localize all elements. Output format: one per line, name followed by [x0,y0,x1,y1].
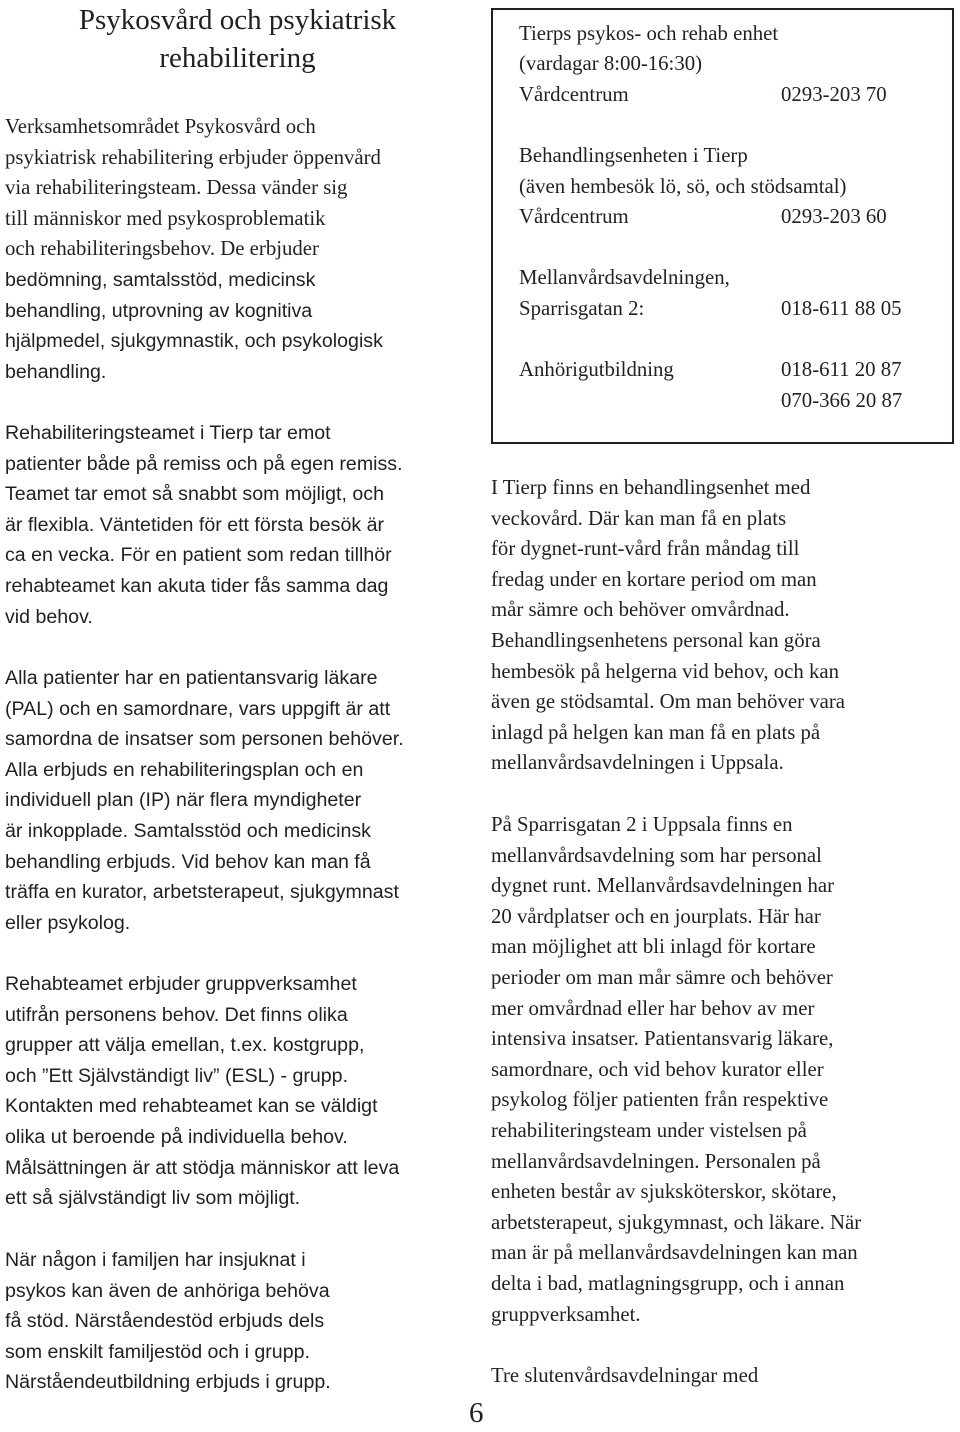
text-line: mår sämre och behöver omvårdnad. [491,598,790,622]
text-line: patienter både på remiss och på egen remiss. [5,452,403,475]
text-line: samordnare, och vid behov kurator eller [491,1057,824,1081]
text-line: ett så självständigt liv som möjligt. [5,1187,301,1210]
text-line: Verksamhetsområdet Psykosvård och [5,115,316,138]
contact-label: Anhörigutbildning [519,358,674,381]
text-line: man möjlighet att bli inlagd för kortare [491,935,816,959]
text-line: individuell plan (IP) när flera myndigheter [5,789,362,812]
page-number: 6 [469,1397,484,1429]
left-column [5,0,475,1394]
text-line: Tre slutenvårdsavdelningar med [491,1364,759,1387]
contact-phone: 018-611 20 87 [781,358,902,381]
text-line: gruppverksamhet. [491,1302,641,1326]
text-line: mellanvårdsavdelningen. Personalen på [491,1149,821,1173]
text-line: Närståendeutbildning erbjuds i grupp. [5,1371,331,1394]
inpatient-paragraph [491,1361,758,1392]
contact-hours: (vardagar 8:00-16:30) [519,52,703,75]
text-line: olika ut beroende på individuella behov. [5,1125,348,1148]
text-line: få stöd. Närståendestöd erbjuds dels [5,1310,325,1333]
contact-phone: 0293-203 60 [781,205,887,228]
text-line: psykiatrisk rehabilitering erbjuder öppenvård [5,145,381,169]
text-line: behandling erbjuds. Vid behov kan man få [5,850,371,873]
text-line: ca en vecka. För en patient som redan tillhör [5,544,392,567]
text-line: Målsättningen är att stödja människor att leva [5,1156,400,1179]
text-line: Alla patienter har en patientansvarig läkare [5,667,378,689]
page-title [5,0,470,77]
text-line: delta i bad, matlagningsgrupp, och i annan [491,1271,845,1295]
text-line: är flexibla. Väntetiden för ett första besök är [5,513,385,536]
text-line: (PAL) och en samordnare, vars uppgift är att [5,697,391,720]
text-line: perioder om man mår sämre och behöver [491,965,833,989]
text-line: rehabteamet kan akuta tider fås samma dag [5,574,389,597]
contact-phone: 070-366 20 87 [781,389,903,412]
text-line: som enskilt familjestöd och i grupp. [5,1340,310,1363]
text-line: rehabiliteringsteam under vistelsen på [491,1118,807,1142]
text-line: behandling, utprovning av kognitiva [5,299,313,322]
text-line: vid behov. [5,605,93,628]
text-line: mellanvårdsavdelning som har personal [491,843,822,867]
text-line: arbetsterapeut, sjukgymnast, och läkare. När [491,1210,862,1234]
title-line: rehabilitering [159,42,316,74]
text-line: På Sparrisgatan 2 i Uppsala finns en [491,813,793,836]
contact-note: (även hembesök lö, sö, och stödsamtal) [519,175,847,198]
text-line: eller psykolog. [5,911,131,934]
text-line: även ge stödsamtal. Om man behöver vara [491,690,846,714]
contact-unit-name: Behandlingsenheten i Tierp [519,144,748,167]
text-line: och ”Ett Självständigt liv” (ESL) - grupp. [5,1064,349,1087]
text-line: Kontakten med rehabteamet kan se väldigt [5,1095,378,1118]
text-line: veckovård. Där kan man få en plats [491,506,787,530]
contact-unit-name: Mellanvårdsavdelningen, [519,266,730,289]
text-line: via rehabiliteringsteam. Dessa vänder sig [5,176,348,200]
text-line: inlagd på helgen kan man få en plats på [491,720,821,744]
contact-phone: 018-611 88 05 [781,297,902,320]
text-line: bedömning, samtalsstöd, medicinsk [5,268,316,291]
text-line: enheten består av sjuksköterskor, skötare, [491,1180,837,1204]
text-line: I Tierp finns en behandlingsenhet med [491,476,811,499]
text-line: hembesök på helgerna vid behov, och kan [491,659,840,683]
text-line: 20 vårdplatser och en jourplats. Här har [491,904,821,928]
text-line: grupper att välja emellan, t.ex. kostgrupp, [5,1034,365,1057]
sparrisgatan-paragraph [491,810,861,1330]
text-line: Teamet tar emot så snabbt som möjligt, och [5,483,384,506]
treatment-unit-paragraph [491,473,845,779]
text-line: Rehabteamet erbjuder gruppverksamhet [5,973,357,995]
text-line: fredag under en kortare period om man [491,567,817,591]
contact-label: Vårdcentrum [519,205,629,228]
family-paragraph [5,1245,331,1398]
text-line: mer omvårdnad eller har behov av mer [491,996,815,1020]
text-line: är inkopplade. Samtalsstöd och medicinsk [5,819,371,842]
text-line: och rehabiliteringsbehov. De erbjuder [5,237,319,261]
text-line: utifrån personens behov. Det finns olika [5,1003,348,1026]
team-paragraph [5,418,403,632]
text-line: träffa en kurator, arbetsterapeut, sjukgymnast [5,881,399,904]
contact-box [491,8,954,444]
text-line: intensiva insatser. Patientansvarig läkare, [491,1027,834,1051]
text-line: dygnet runt. Mellanvårdsavdelningen har [491,874,835,898]
text-line: psykolog följer patienten från respektive [491,1088,829,1112]
text-line: behandling. [5,360,107,383]
text-line: hjälpmedel, sjukgymnastik, och psykologisk [5,330,383,353]
contact-unit-name: Tierps psykos- och rehab enhet [519,22,779,45]
text-line: mellanvårdsavdelningen i Uppsala. [491,751,784,775]
text-line: till människor med psykosproblematik [5,206,326,230]
group-paragraph [5,969,399,1214]
contact-label: Sparrisgatan 2: [519,297,645,320]
text-line: Alla erbjuds en rehabiliteringsplan och en [5,758,364,781]
intro-paragraph [5,112,383,387]
pal-paragraph [5,663,404,938]
text-line: När någon i familjen har insjuknat i [5,1249,306,1271]
text-line: psykos kan även de anhöriga behöva [5,1279,330,1302]
contact-label: Vårdcentrum [519,83,629,106]
text-line: samordna de insatser som personen behöver. [5,728,404,751]
text-line: för dygnet-runt-vård från måndag till [491,537,800,561]
title-line: Psykosvård och psykiatrisk [78,4,397,36]
text-line: man är på mellanvårdsavdelningen kan man [491,1241,858,1265]
text-line: Behandlingsenhetens personal kan göra [491,628,821,652]
contact-phone: 0293-203 70 [781,83,887,106]
text-line: Rehabiliteringsteamet i Tierp tar emot [5,422,331,444]
